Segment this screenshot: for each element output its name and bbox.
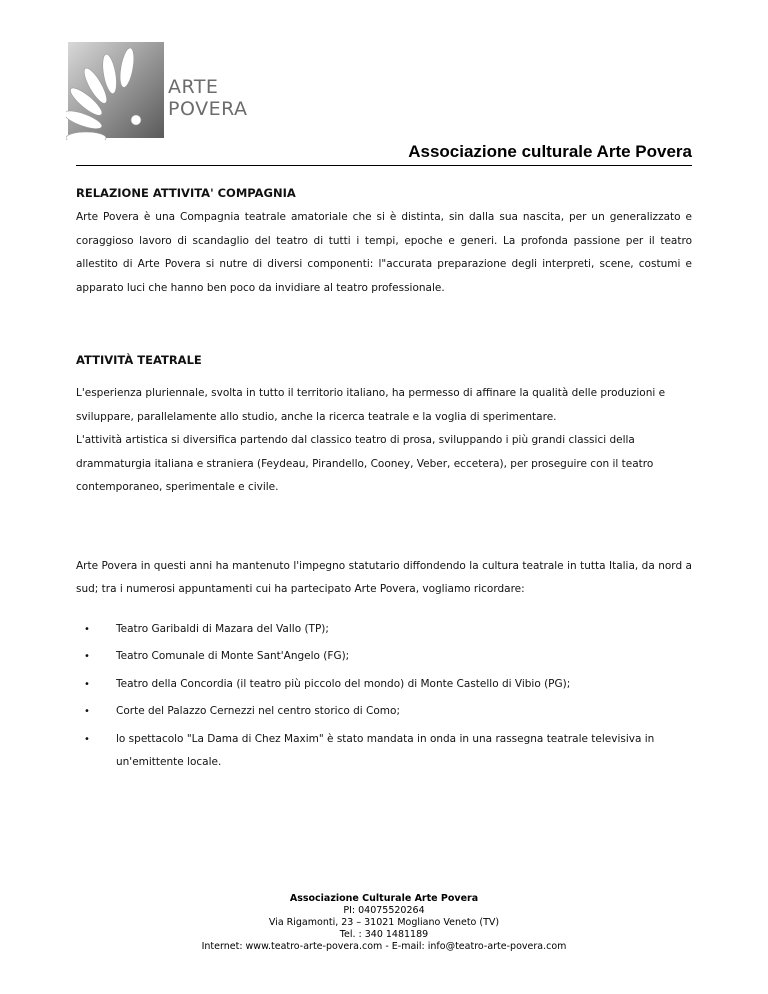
section-paragraph-attivita-artistica: L'attività artistica si diversifica partendo dal classico teatro di prosa, sviluppando i più grandi classici della drammaturgia italiana e straniera (Feydeau, Pirandello, Cooney, Veber, eccetera), per proseguire con il teatro contemporaneo, sperimentale e civile.	[76, 434, 654, 493]
bullet-icon: •	[84, 706, 90, 717]
bullet-icon: •	[84, 651, 90, 662]
page-title: Associazione culturale Arte Povera	[408, 142, 692, 161]
footer-org-name: Associazione Culturale Arte Povera	[289, 893, 479, 904]
footer-phone: Tel. : 340 1481189	[339, 929, 429, 940]
footer	[0, 893, 768, 953]
header-divider	[76, 165, 692, 166]
section-heading-attivita: ATTIVITÀ TEATRALE	[76, 353, 202, 367]
list-item: • Teatro della Concordia (il teatro più piccolo del mondo) di Monte Castello di Vibio (PG);	[76, 673, 692, 697]
logo-wordmark	[168, 76, 248, 120]
logo-line-1: ARTE	[168, 76, 219, 98]
footer-piva: PI: 04075520264	[343, 905, 425, 916]
list-item: • Teatro Comunale di Monte Sant'Angelo (FG);	[76, 645, 692, 669]
document-body	[76, 183, 692, 779]
list-item: • lo spettacolo "La Dama di Chez Maxim" è stato mandata in onda in una rassegna teatrale televisiva in un'emittente locale.	[76, 728, 692, 775]
shell-fan-logo-icon	[66, 40, 166, 140]
section-paragraph-appuntamenti: Arte Povera in questi anni ha mantenuto l'impegno statutario diffondendo la cultura teatrale in tutta Italia, da nord a sud; tra i numerosi appuntamenti cui ha partecipato Arte Povera, vogliamo ricordare:	[76, 559, 692, 595]
logo	[66, 40, 256, 140]
bullet-icon: •	[84, 733, 90, 745]
appointments-list	[76, 618, 692, 775]
footer-contacts: Internet: www.teatro-arte-povera.com - E-mail: info@teatro-arte-povera.com	[201, 941, 567, 952]
bullet-icon: •	[84, 623, 90, 635]
footer-address: Via Rigamonti, 23 – 31021 Mogliano Veneto (TV)	[268, 917, 500, 928]
list-item: • Corte del Palazzo Cernezzi nel centro storico di Como;	[76, 700, 692, 724]
section-attivita	[76, 350, 692, 500]
section-appuntamenti	[76, 555, 692, 775]
section-paragraph-relazione: Arte Povera è una Compagnia teatrale amatoriale che si è distinta, sin dalla sua nascita, per un generalizzato e coraggioso lavoro di scandaglio del teatro di tutti i tempi, epoche e generi. La profonda passione per il teatro allestito di Arte Povera si nutre di diversi componenti: l"accurata preparazione degli interpreti, scene, costumi e apparato luci che hanno ben poco da invidiare al teatro professionale.	[76, 211, 692, 294]
bullet-icon: •	[84, 678, 90, 690]
logo-line-2: POVERA	[168, 98, 248, 120]
list-item: • Teatro Garibaldi di Mazara del Vallo (TP);	[76, 618, 692, 642]
section-paragraph-esperienza: L'esperienza pluriennale, svolta in tutto il territorio italiano, ha permesso di affinare la qualità delle produzioni e sviluppare, parallelamente allo studio, anche la ricerca teatrale e la voglia di sperimentare.	[76, 387, 666, 423]
section-heading-relazione: RELAZIONE ATTIVITA' COMPAGNIA	[76, 186, 296, 200]
